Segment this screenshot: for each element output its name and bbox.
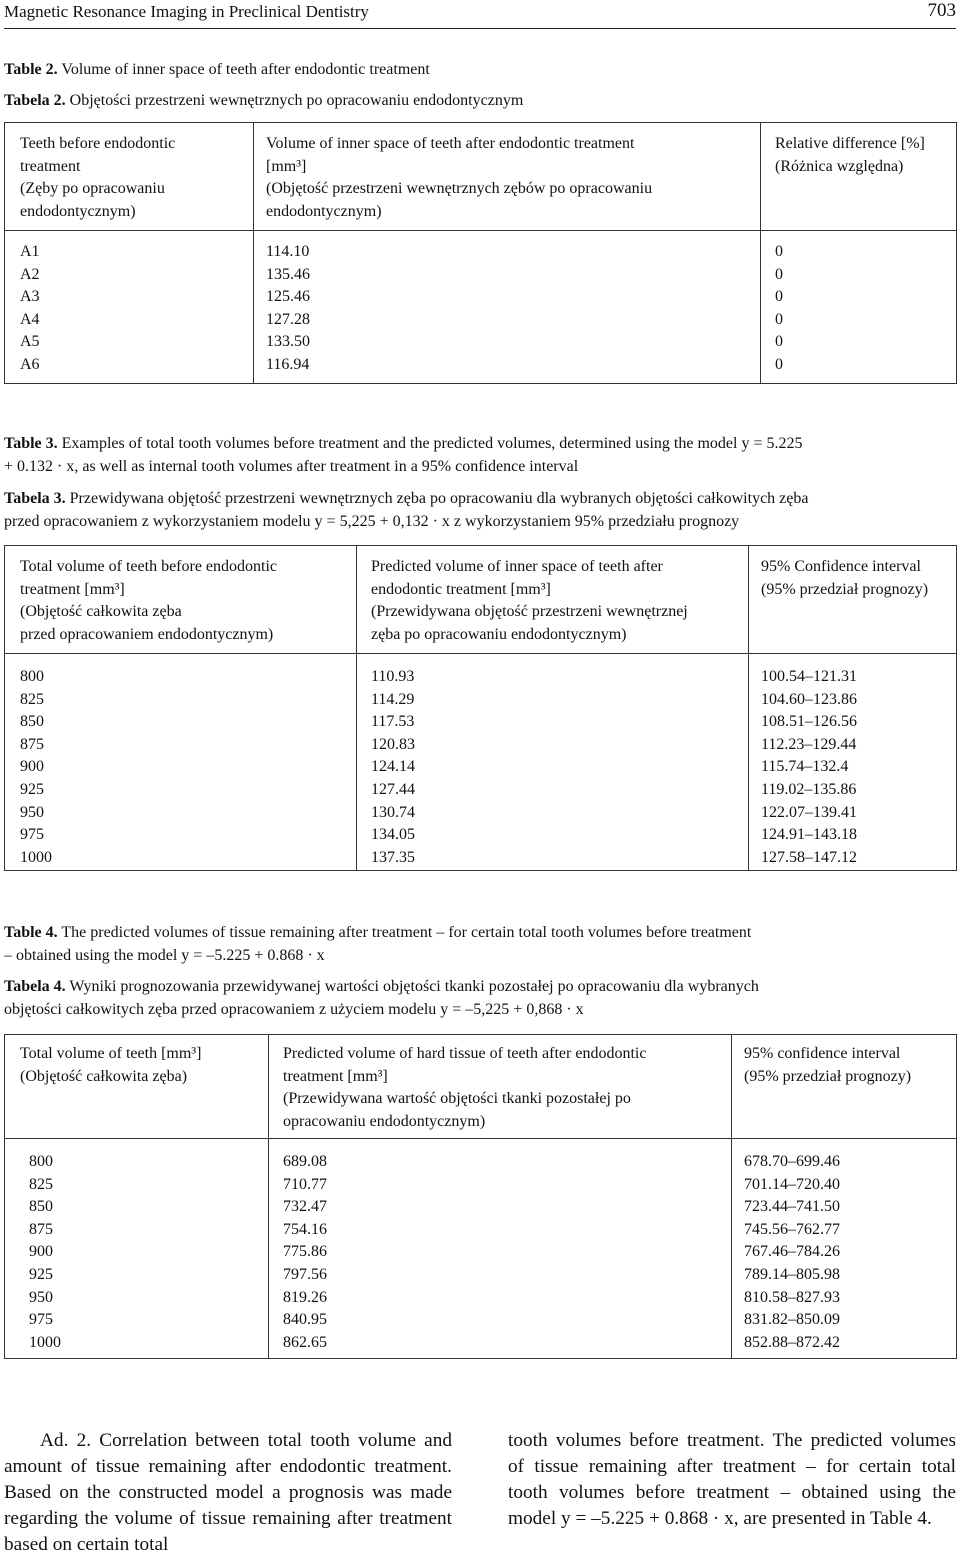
page-number: 703 [927, 0, 956, 21]
table3-col-interval: 100.54–121.31 104.60–123.86 108.51–126.56 112.23–129.44 115.74–132.4 119.02–135.86 122.07–139.41 124.91–143.18 127.58–147.12 [749, 654, 957, 871]
table4-header-1: Total volume of teeth [mm³] (Objętość całkowita zęba) [5, 1035, 269, 1139]
table3-col-total: 800 825 850 875 900 925 950 975 1000 [5, 654, 357, 871]
table2-col-volume: 114.10 135.46 125.46 127.28 133.50 116.94 [254, 231, 761, 384]
body-text-left: Ad. 2. Correlation between total tooth volume and amount of tissue remaining after endodontic treatment. Based on the constructed model a prognosis was made regarding the volume of tissue remaining after treatment based on certain total [4, 1430, 452, 1555]
table2-caption-en: Table 2. Volume of inner space of teeth after endodontic treatment [4, 61, 430, 78]
table3-caption-pl: Tabela 3. Przewidywana objętość przestrzeni wewnętrznych zęba po opracowaniu dla wybranych objętości całkowitych zęba przed opracowaniem z wykorzystaniem modelu y = 5,225 + 0,132 · x z wykorzystaniem 95% przedziału prognozy [4, 490, 809, 530]
table2-col-difference: 0 0 0 0 0 0 [761, 231, 957, 384]
table4 [4, 1034, 957, 1359]
table3-col-predicted: 110.93 114.29 117.53 120.83 124.14 127.44 130.74 134.05 137.35 [357, 654, 749, 871]
table3 [4, 545, 957, 871]
table2-header-2: Volume of inner space of teeth after endodontic treatment [mm³] (Objętość przestrzeni wewnętrznych zębów po opracowaniu endodontycznym) [254, 123, 761, 231]
table4-col-interval: 678.70–699.46 701.14–720.40 723.44–741.50 745.56–762.77 767.46–784.26 789.14–805.98 810.58–827.93 831.82–850.09 852.88–872.42 [732, 1139, 957, 1359]
running-header [4, 0, 956, 29]
table3-header-row [5, 546, 957, 654]
table2-header-1: Teeth before endodontic treatment (Zęby po opracowaniu endodontycznym) [5, 123, 254, 231]
table4-caption-pl: Tabela 4. Wyniki prognozowania przewidywanej wartości objętości tkanki pozostałej po opracowaniu dla wybranych objętości całkowitych zęba przed opracowaniem z użyciem modelu y = –5,225 + 0,868 · x [4, 978, 759, 1018]
table2-header-row [5, 123, 957, 231]
table3-header-1: Total volume of teeth before endodontic treatment [mm³] (Objętość całkowita zęba przed opracowaniem endodontycznym) [5, 546, 357, 654]
table4-body-row [5, 1139, 957, 1359]
table3-header-2: Predicted volume of inner space of teeth after endodontic treatment [mm³] (Przewidywana objętość przestrzeni wewnętrznej zęba po opracowaniu endodontycznym) [357, 546, 749, 654]
table4-col-total: 800 825 850 875 900 925 950 975 1000 [5, 1139, 269, 1359]
table4-caption-en: Table 4. The predicted volumes of tissue remaining after treatment – for certain total tooth volumes before treatment – obtained using the model y = –5.225 + 0.868 · x [4, 924, 752, 964]
table3-body-row [5, 654, 957, 871]
table4-col-predicted: 689.08 710.77 732.47 754.16 775.86 797.56 819.26 840.95 862.65 [269, 1139, 732, 1359]
table2-caption-pl: Tabela 2. Objętości przestrzeni wewnętrznych po opracowaniu endodontycznym [4, 92, 524, 109]
table4-header-2: Predicted volume of hard tissue of teeth after endodontic treatment [mm³] (Przewidywana wartość objętości tkanki pozostałej po opracowaniu endodontycznym) [269, 1035, 732, 1139]
table4-header-3: 95% confidence interval (95% przedział prognozy) [732, 1035, 957, 1139]
table3-caption-en: Table 3. Examples of total tooth volumes before treatment and the predicted volumes, determined using the model y = 5.225 + 0.132 · x, as well as internal tooth volumes after treatment in a 95% confidence interval [4, 435, 803, 475]
table3-header-3: 95% Confidence interval (95% przedział prognozy) [749, 546, 957, 654]
table2 [4, 122, 957, 384]
table2-body-row [5, 231, 957, 384]
table4-header-row [5, 1035, 957, 1139]
table2-col-teeth: A1 A2 A3 A4 A5 A6 [5, 231, 254, 384]
body-text-right: tooth volumes before treatment. The predicted volumes of tissue remaining after treatment – for certain total tooth volumes before treatment – obtained using the model y = –5.225 + 0.868 · x, are presented in Table 4. [508, 1430, 956, 1529]
journal-title: Magnetic Resonance Imaging in Preclinical Dentistry [4, 2, 369, 21]
table2-header-3: Relative difference [%] (Różnica względna) [761, 123, 957, 231]
